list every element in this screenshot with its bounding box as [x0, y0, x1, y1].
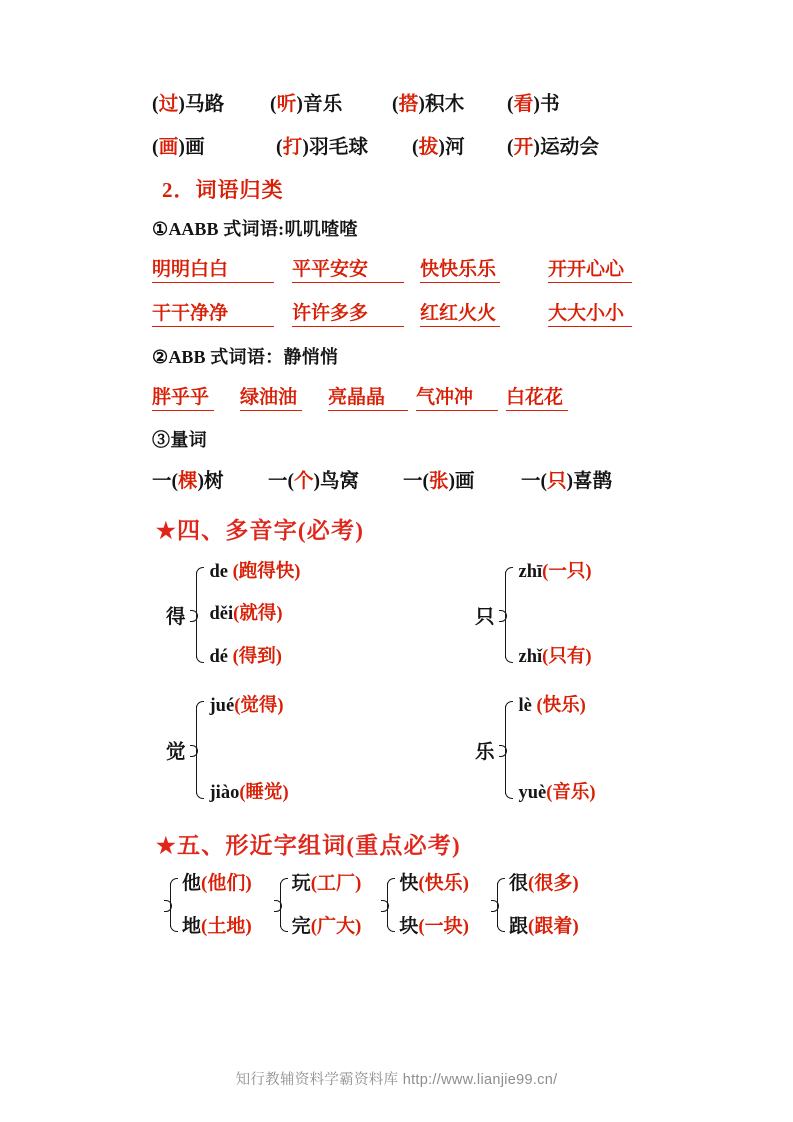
pinyin: jiào — [209, 782, 240, 803]
abb-word: 气冲冲 — [416, 382, 498, 411]
mw-suffix: )画 — [448, 471, 475, 492]
measure-word-row — [152, 465, 652, 493]
pinyin: zhī — [518, 562, 543, 582]
document-content — [152, 88, 652, 936]
liangci-subheading — [152, 426, 652, 452]
pinyin: jué — [209, 696, 235, 716]
brace-icon — [164, 874, 177, 936]
abb-subheading — [152, 343, 652, 369]
char: 地 — [182, 916, 202, 937]
polyphone-char: 觉 — [166, 742, 186, 763]
similar-char-item — [399, 874, 469, 893]
verb-phrase-block — [152, 88, 652, 159]
verb-char: 开 — [513, 137, 534, 158]
aabb-word: 大大小小 — [548, 298, 632, 327]
polyphone-reading — [210, 784, 289, 803]
star-icon: ★ — [156, 518, 177, 543]
pinyin: yuè — [518, 782, 547, 803]
measure-word-item — [152, 465, 268, 493]
aabb-index: ① — [152, 219, 169, 239]
similar-char-item — [399, 917, 469, 936]
verb-char: 拔 — [418, 137, 439, 158]
aabb-word: 红红火火 — [420, 298, 500, 327]
word: (跟着) — [528, 916, 579, 937]
similar-char-group — [381, 874, 469, 936]
measure-word-item — [521, 465, 612, 493]
example-word: (睡觉) — [239, 782, 289, 803]
verb-phrase-item: (拔)河 — [412, 137, 465, 158]
mw-char: 个 — [294, 471, 314, 492]
pinyin: dé — [209, 646, 229, 667]
verb-phrase-rest: 书 — [540, 94, 560, 115]
char: 完 — [291, 916, 311, 937]
aabb-rest: 式词语:叽叽喳喳 — [218, 219, 358, 239]
pinyin: de — [209, 562, 229, 582]
char: 快 — [399, 873, 419, 894]
section-5-title: 五、形近字组词(重点必考) — [176, 833, 461, 858]
mw-char: 棵 — [178, 471, 198, 492]
mw-prefix: 一( — [521, 471, 547, 492]
brace-icon — [274, 874, 287, 936]
verb-phrase-rest: 画 — [185, 137, 205, 158]
mw-prefix: 一( — [403, 471, 429, 492]
verb-phrase-item: (开)运动会 — [507, 137, 600, 158]
similar-char-item — [509, 917, 579, 936]
word: (工厂) — [310, 873, 362, 894]
similar-char-group — [274, 874, 362, 936]
pinyin: zhǐ — [518, 646, 543, 667]
mw-prefix: 一( — [268, 471, 294, 492]
example-word: (只有) — [542, 646, 592, 667]
verb-phrase-rest: 运动会 — [540, 137, 600, 158]
section-4-heading — [156, 512, 652, 545]
liangci-rest: 量词 — [170, 430, 207, 450]
abb-word-row — [152, 382, 652, 411]
star-icon: ★ — [156, 833, 177, 858]
char: 很 — [509, 873, 529, 894]
section-2-heading: 2．词语归类 — [162, 178, 284, 202]
pinyin: lè — [518, 696, 532, 716]
example-word: (跑得快) — [232, 562, 301, 582]
word: (很多) — [528, 873, 579, 894]
aabb-word: 平平安安 — [292, 254, 404, 283]
mw-suffix: )鸟窝 — [313, 471, 360, 492]
word: (土地) — [201, 916, 252, 937]
aabb-word: 快快乐乐 — [420, 254, 500, 283]
polyphone-reading — [210, 605, 301, 624]
aabb-word-row — [152, 298, 652, 327]
verb-phrase-item: (搭)积木 — [392, 94, 465, 115]
example-word: (觉得) — [234, 696, 284, 716]
polyphone-char: 只 — [475, 607, 495, 628]
mw-char: 张 — [429, 471, 449, 492]
similar-char-item — [182, 917, 252, 936]
char: 跟 — [509, 916, 529, 937]
aabb-word: 许许多多 — [292, 298, 404, 327]
word: (快乐) — [418, 873, 470, 894]
verb-phrase-rest: 马路 — [185, 94, 225, 115]
footer-watermark: 知行教辅资料学霸资料库 http://www.lianjie99.cn/ — [235, 1072, 558, 1088]
polyphone-group-le — [475, 697, 596, 803]
verb-char: 画 — [158, 137, 179, 158]
polyphone-reading — [519, 648, 592, 667]
similar-char-group — [164, 874, 252, 936]
verb-phrase-row — [152, 88, 652, 116]
section-4-title: 四、多音字(必考) — [176, 518, 365, 543]
similar-char-item — [292, 874, 362, 893]
example-word: (得到) — [232, 646, 282, 667]
abb-word: 胖乎乎 — [152, 382, 214, 411]
verb-phrase-item: (听)音乐 — [270, 94, 343, 115]
brace-icon — [190, 563, 203, 667]
similar-char-row — [152, 874, 652, 936]
polyphone-group-zhi — [475, 563, 591, 667]
polyphone-reading — [210, 563, 301, 582]
polyphone-grid — [152, 559, 652, 821]
verb-char: 看 — [513, 94, 534, 115]
verb-phrase-item: (过)马路 — [152, 94, 225, 115]
polyphone-reading — [519, 784, 596, 803]
example-word: (音乐) — [546, 782, 596, 803]
aabb-subheading — [152, 215, 652, 241]
aabb-word-row — [152, 254, 652, 283]
polyphone-reading — [519, 697, 596, 716]
aabb-word: 开开心心 — [548, 254, 632, 283]
liangci-index: ③ — [152, 430, 171, 450]
abb-word: 白花花 — [506, 382, 568, 411]
char: 块 — [399, 916, 419, 937]
pinyin: děi — [209, 604, 234, 625]
mw-suffix: )树 — [197, 471, 224, 492]
verb-phrase-rest: 积木 — [425, 94, 465, 115]
brace-icon — [491, 874, 504, 936]
polyphone-reading — [519, 563, 592, 582]
polyphone-group-de — [166, 563, 300, 667]
similar-char-group — [491, 874, 579, 936]
similar-char-item — [292, 917, 362, 936]
abb-rest: 式词语：静悄悄 — [205, 347, 339, 367]
example-word: (一只) — [542, 562, 592, 582]
similar-char-item — [509, 874, 579, 893]
section-5-heading — [156, 827, 652, 860]
aabb-word: 明明白白 — [152, 254, 274, 283]
abb-latin: ABB — [168, 347, 206, 367]
brace-icon — [381, 874, 394, 936]
measure-word-item — [403, 465, 521, 493]
polyphone-reading — [210, 697, 289, 716]
verb-char: 搭 — [398, 94, 419, 115]
verb-phrase-item: (看)书 — [507, 94, 560, 115]
mw-suffix: )喜鹊 — [566, 471, 613, 492]
verb-char: 过 — [158, 94, 179, 115]
similar-char-item — [182, 874, 252, 893]
polyphone-group-jue — [166, 697, 289, 803]
aabb-latin: AABB — [168, 219, 219, 239]
polyphone-reading — [210, 648, 301, 667]
brace-icon — [190, 697, 203, 803]
mw-prefix: 一( — [152, 471, 178, 492]
polyphone-char: 乐 — [475, 742, 495, 763]
abb-index: ② — [152, 347, 169, 367]
verb-char: 打 — [282, 137, 303, 158]
char: 玩 — [291, 873, 311, 894]
brace-icon — [499, 697, 512, 803]
char: 他 — [182, 873, 202, 894]
verb-char: 听 — [276, 94, 297, 115]
word: (他们) — [201, 873, 252, 894]
measure-word-item — [268, 465, 403, 493]
aabb-word: 干干净净 — [152, 298, 274, 327]
word: (广大) — [310, 916, 362, 937]
abb-word: 绿油油 — [240, 382, 302, 411]
polyphone-char: 得 — [166, 607, 186, 628]
example-word: (快乐) — [536, 696, 586, 716]
verb-phrase-item: (打)羽毛球 — [276, 137, 369, 158]
mw-char: 只 — [547, 471, 567, 492]
verb-phrase-item: (画)画 — [152, 137, 205, 158]
verb-phrase-row — [152, 131, 652, 159]
example-word: (就得) — [233, 604, 283, 625]
verb-phrase-rest: 河 — [445, 137, 465, 158]
verb-phrase-rest: 羽毛球 — [309, 137, 369, 158]
word: (一块) — [418, 916, 470, 937]
verb-phrase-rest: 音乐 — [303, 94, 343, 115]
brace-icon — [499, 563, 512, 667]
abb-word: 亮晶晶 — [328, 382, 408, 411]
